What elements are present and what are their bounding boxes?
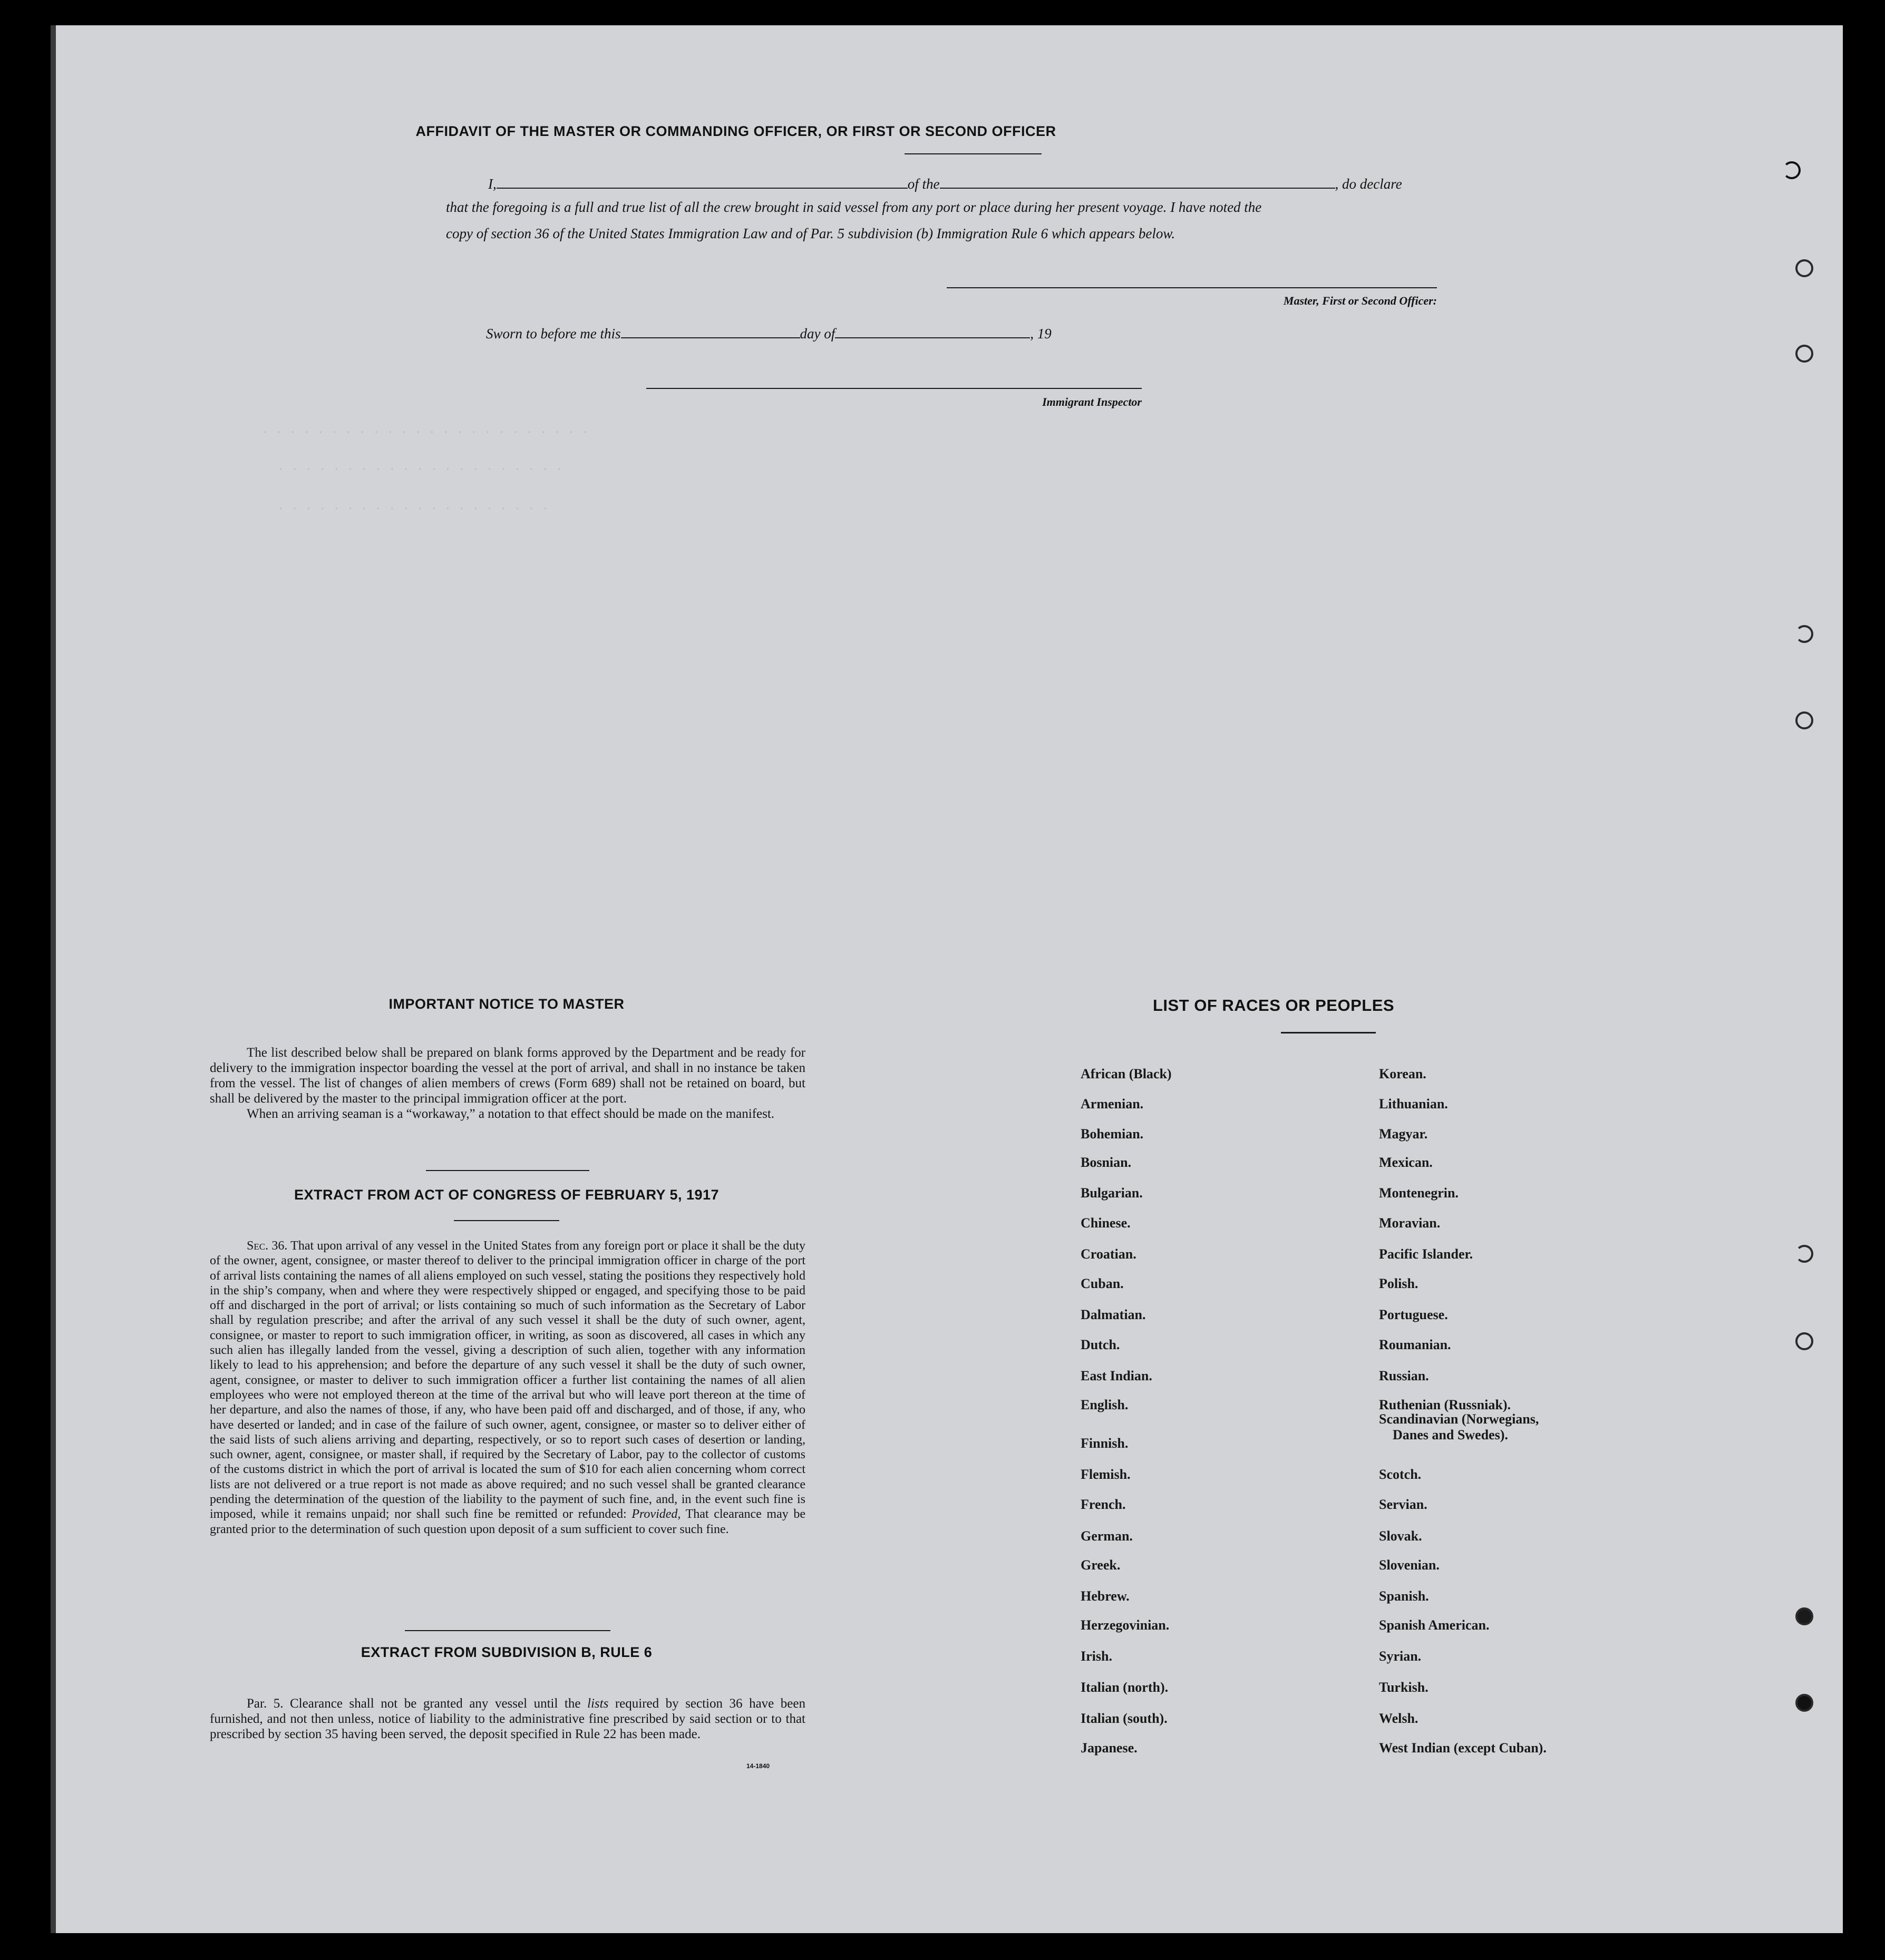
race-item: Scotch. bbox=[1379, 1467, 1422, 1482]
race-item: Cuban. bbox=[1081, 1276, 1124, 1291]
document-page bbox=[51, 25, 1843, 1933]
punch-hole bbox=[1795, 1694, 1813, 1712]
form-number: 14-1840 bbox=[746, 1762, 770, 1770]
race-item: Ruthenian (Russniak). bbox=[1379, 1397, 1511, 1412]
race-item: West Indian (except Cuban). bbox=[1379, 1740, 1547, 1756]
race-item: Bohemian. bbox=[1081, 1126, 1144, 1142]
notice-paragraph: The list described below shall be prepared on blank forms approved by the Department and be ready for delivery to the immigration inspector boarding the vessel at the port of arrival, and shall in no instance be taken from the vessel. The list of changes of alien members of crews (Form 689) shall not be retained on board, but shall be delivered by the master to the principal immigration officer at the port. bbox=[210, 1046, 805, 1106]
provided-word: Provided, bbox=[631, 1507, 681, 1522]
section-label: Sec. 36. bbox=[247, 1239, 288, 1253]
race-item: East Indian. bbox=[1081, 1368, 1152, 1383]
race-item: Finnish. bbox=[1081, 1436, 1129, 1451]
race-item: Servian. bbox=[1379, 1497, 1427, 1512]
race-item: Mexican. bbox=[1379, 1155, 1433, 1170]
race-item: Moravian. bbox=[1379, 1215, 1441, 1231]
race-item: Armenian. bbox=[1081, 1096, 1144, 1111]
divider bbox=[905, 153, 1042, 154]
bleed-through-text: · · · · · · · · · · · · · · · · · · · · · · · · bbox=[261, 426, 589, 439]
punch-hole bbox=[1783, 161, 1801, 179]
act-text-tail: That clearance may be granted prior to the determination of such question upon deposit of a sum sufficient to cover such fine. bbox=[210, 1507, 806, 1536]
affidavit-body-line: copy of section 36 of the United States Immigration Law and of Par. 5 subdivision (b) Immigration Rule 6 which appears below. bbox=[446, 226, 1175, 241]
divider bbox=[426, 1170, 589, 1171]
race-item: Dalmatian. bbox=[1081, 1307, 1146, 1322]
sworn-day-field[interactable] bbox=[621, 324, 800, 338]
master-signature-label: Master, First or Second Officer: bbox=[1283, 294, 1437, 307]
race-item: Chinese. bbox=[1081, 1215, 1131, 1231]
rule-text: Par. 5. Clearance shall not be granted any vessel until the bbox=[247, 1696, 581, 1711]
race-item: Japanese. bbox=[1081, 1740, 1138, 1756]
race-item: Bosnian. bbox=[1081, 1155, 1132, 1170]
race-item: Flemish. bbox=[1081, 1467, 1131, 1482]
punch-hole bbox=[1795, 625, 1813, 643]
lists-word: lists bbox=[587, 1696, 609, 1711]
race-item-continuation: Danes and Swedes). bbox=[1393, 1427, 1508, 1442]
act-text: That upon arrival of any vessel in the United States from any foreign port or place it shall be the duty of the owner, agent, consignee, or master thereof to deliver to the principal immigration officer in charge of the port of arrival lists containing the names of all aliens employed on such vessel, stating the positions they respectively hold in the ship’s company, when and where they were respectively shipped or engaged, and specifying those to be paid off and discharged in the port of arrival; or lists containing so much of such information as the Secretary of Labor shall by regulation prescribe; and after the arrival of any such vessel it shall be the duty of such owner, agent, consignee, or master to report to such immigration officer, in writing, as soon as discovered, all cases in which any such alien has illegally landed from the vessel, giving a description of such alien, together with any information likely to lead to his apprehension; and before the departure of any such vessel it shall be the duty of such owner, agent, consignee, or master to deliver to such immigration officer a further list containing the names of all alien employees who were not employed thereon at the time of the arrival but who will leave port thereon at the time of her departure, and also the names of those, if any, who have been paid off and discharged, and of those, if any, who have deserted or landed; and in case of the failure of such owner, agent, consignee, or master so to deliver either of the said lists of such aliens arriving and departing, respectively, or so to report such cases of desertion or landing, such owner, agent, consignee, or master shall, if required by the Secretary of Labor, pay to the collector of customs of the customs district in which the port of arrival is located the sum of $10 for each alien concerning whom correct lists are not delivered or a true report is not made as above required; and no such vessel shall be granted clearance pending the determination of the question of the liability to the payment of such fine, and, in the event such fine is imposed, while it remains unpaid; nor shall such fine be remitted or refunded: bbox=[210, 1239, 805, 1522]
inspector-label: Immigrant Inspector bbox=[1042, 395, 1142, 408]
binding-edge bbox=[51, 25, 56, 1933]
rule-text-b: required by section 36 have been furnished, and not then unless, notice of liability to the administrative fine prescribed by said section or to that prescribed by section 35 having been served, the deposit specified in Rule 22 has been made. bbox=[210, 1696, 805, 1741]
race-item: English. bbox=[1081, 1397, 1129, 1412]
sworn-month-field[interactable] bbox=[835, 324, 1030, 338]
notice-body bbox=[210, 1045, 805, 1122]
punch-hole bbox=[1795, 259, 1813, 277]
day-of-text: day of bbox=[800, 326, 835, 342]
divider bbox=[454, 1220, 559, 1221]
race-item: Roumanian. bbox=[1379, 1337, 1451, 1352]
races-title: LIST OF RACES OR PEOPLES bbox=[1152, 996, 1395, 1015]
bleed-through-text: · · · · · · · · · · · · · · · · · · · · bbox=[277, 502, 549, 515]
race-item: Slovenian. bbox=[1379, 1557, 1440, 1573]
race-item: Russian. bbox=[1379, 1368, 1429, 1383]
race-item: Croatian. bbox=[1081, 1246, 1136, 1262]
race-item: Montenegrin. bbox=[1379, 1185, 1459, 1201]
master-signature-line[interactable] bbox=[947, 287, 1437, 288]
rule-extract-title: EXTRACT FROM SUBDIVISION B, RULE 6 bbox=[361, 1644, 653, 1660]
race-item: Dutch. bbox=[1081, 1337, 1120, 1352]
notice-title: IMPORTANT NOTICE TO MASTER bbox=[388, 996, 625, 1012]
race-item: Spanish American. bbox=[1379, 1617, 1490, 1633]
race-item: German. bbox=[1081, 1528, 1133, 1544]
race-item: Hebrew. bbox=[1081, 1588, 1130, 1604]
race-item: Greek. bbox=[1081, 1557, 1121, 1573]
declarant-prefix: I, bbox=[488, 176, 497, 192]
affidavit-title: AFFIDAVIT OF THE MASTER OR COMMANDING OFFICER, OR FIRST OR SECOND OFFICER bbox=[415, 123, 1056, 139]
declare-text: , do declare bbox=[1335, 176, 1402, 192]
year-prefix: , 19 bbox=[1030, 326, 1052, 342]
vessel-name-field[interactable] bbox=[940, 174, 1335, 189]
race-item: Magyar. bbox=[1379, 1126, 1428, 1142]
vessel-prefix: of the bbox=[907, 176, 940, 192]
divider bbox=[405, 1630, 610, 1631]
race-item: Korean. bbox=[1379, 1066, 1426, 1081]
race-item: Pacific Islander. bbox=[1379, 1246, 1473, 1262]
race-item: Polish. bbox=[1379, 1276, 1418, 1291]
race-item: Spanish. bbox=[1379, 1588, 1429, 1604]
race-item: Italian (north). bbox=[1081, 1680, 1169, 1695]
race-item: Slovak. bbox=[1379, 1528, 1422, 1544]
punch-hole bbox=[1795, 1245, 1813, 1263]
race-item: Welsh. bbox=[1379, 1711, 1418, 1726]
punch-hole bbox=[1795, 345, 1813, 363]
race-item: Lithuanian. bbox=[1379, 1096, 1448, 1111]
race-item: Italian (south). bbox=[1081, 1711, 1168, 1726]
punch-hole bbox=[1795, 711, 1813, 729]
race-item: French. bbox=[1081, 1497, 1126, 1512]
race-item: African (Black) bbox=[1081, 1066, 1172, 1081]
sworn-line bbox=[486, 324, 1052, 342]
punch-hole bbox=[1795, 1332, 1813, 1350]
act-extract-body bbox=[210, 1239, 805, 1537]
bleed-through-text: · · · · · · · · · · · · · · · · · · · · · bbox=[277, 463, 563, 476]
sworn-prefix: Sworn to before me this bbox=[486, 326, 621, 342]
rule-extract-body bbox=[210, 1696, 805, 1742]
race-item: Irish. bbox=[1081, 1649, 1112, 1664]
punch-hole bbox=[1795, 1607, 1813, 1625]
inspector-signature-line[interactable] bbox=[646, 388, 1142, 389]
race-item: Herzegovinian. bbox=[1081, 1617, 1170, 1633]
race-item: Scandinavian (Norwegians, bbox=[1379, 1411, 1539, 1427]
race-item: Turkish. bbox=[1379, 1680, 1429, 1695]
affidavit-declaration-line bbox=[488, 174, 1490, 192]
declarant-name-field[interactable] bbox=[497, 174, 908, 189]
notice-paragraph: When an arriving seaman is a “workaway,” a notation to that effect should be made on the manifest. bbox=[247, 1107, 775, 1121]
affidavit-body-line: that the foregoing is a full and true list of all the crew brought in said vessel from any port or place during her present voyage. I have noted the bbox=[446, 199, 1262, 215]
divider bbox=[1281, 1032, 1376, 1033]
race-item: Portuguese. bbox=[1379, 1307, 1448, 1322]
act-extract-title: EXTRACT FROM ACT OF CONGRESS OF FEBRUARY 5, 1917 bbox=[294, 1187, 720, 1203]
race-item: Syrian. bbox=[1379, 1649, 1422, 1664]
race-item: Bulgarian. bbox=[1081, 1185, 1143, 1201]
